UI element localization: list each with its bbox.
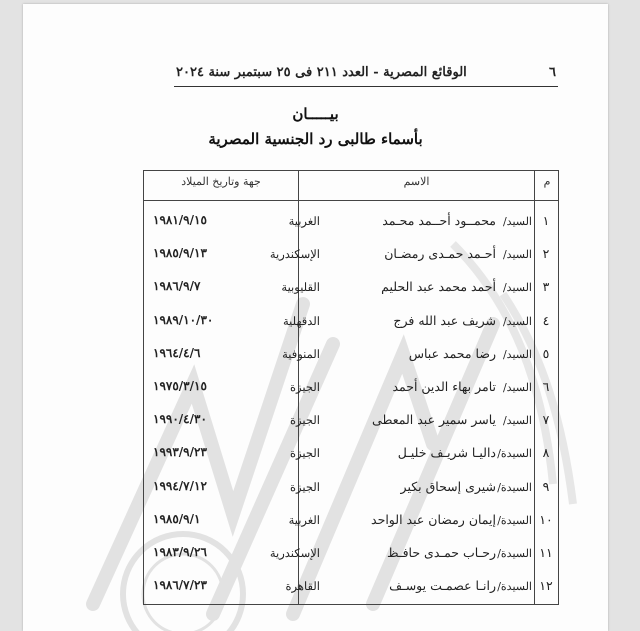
row-number: ٢ (542, 246, 550, 262)
row-governorate: الجيزة (290, 413, 320, 428)
row-number: ٨ (542, 445, 550, 461)
row-birth-date: ١٩٩٣/٩/٢٣ (153, 445, 207, 460)
row-birth-date: ١٩٨٦/٩/٧ (153, 279, 201, 294)
row-name: شيرى إسحاق بكير (400, 478, 496, 494)
row-name: رحـاب حمـدى حافـظ (387, 545, 496, 560)
page-header (174, 65, 556, 86)
table-row (144, 539, 558, 569)
table-row (144, 340, 558, 370)
row-number: ١٠ (539, 511, 553, 527)
column-header-name: الاسم (403, 175, 430, 188)
table-row (144, 307, 558, 337)
row-honorific: السيد/ (502, 215, 532, 228)
row-governorate: الإسكندرية (269, 546, 320, 560)
row-honorific: السيد/ (502, 414, 532, 428)
row-name: أحـمد حمـدى رمضـان (384, 246, 496, 262)
row-number: ٥ (542, 345, 550, 361)
header-row-divider (144, 200, 558, 201)
column-header-index: م (543, 175, 551, 188)
row-governorate: الجيزة (290, 380, 320, 394)
row-birth-date: ١٩٨٦/٧/٢٣ (153, 578, 207, 593)
row-birth-date: ١٩٩٠/٤/٣٠ (153, 412, 207, 427)
table-row (144, 240, 558, 270)
row-number: ٦ (542, 379, 550, 394)
row-birth-date: ١٩٦٤/٤/٦ (153, 345, 201, 360)
row-governorate: الجيزة (290, 446, 320, 461)
table-row (144, 473, 558, 503)
row-number: ١١ (539, 545, 553, 560)
row-name: داليـا شريـف خليـل (397, 445, 496, 461)
row-honorific: السيد/ (502, 381, 532, 394)
row-governorate: القليوبية (281, 280, 320, 295)
gazette-title: الوقائع المصرية - العدد ٢١١ فى ٢٥ سبتمبر سنة ٢٠٢٤ (176, 65, 467, 80)
row-governorate: القاهرة (285, 579, 320, 594)
table-row (144, 406, 558, 436)
row-honorific: السيد/ (502, 248, 532, 262)
row-honorific: السيد/ (502, 281, 532, 295)
row-honorific: السيدة/ (497, 480, 532, 494)
table-row (144, 207, 558, 237)
row-honorific: السيد/ (502, 347, 532, 361)
row-birth-date: ١٩٨٥/٩/١ (153, 511, 201, 526)
document-heading: بيـــــان (292, 105, 339, 123)
row-number: ٣ (542, 279, 550, 295)
row-birth-date: ١٩٨١/٩/١٥ (153, 213, 207, 227)
row-governorate: الغربية (288, 214, 320, 228)
header-divider (174, 86, 558, 87)
row-name: ياسر سمير عبد المعطى (372, 412, 496, 428)
row-name: شريف عبد الله فرج (393, 312, 496, 328)
applicants-table (143, 170, 559, 605)
row-honorific: السيدة/ (497, 547, 532, 560)
table-row (144, 373, 558, 403)
row-number: ١ (542, 213, 550, 228)
row-birth-date: ١٩٨٩/١٠/٣٠ (153, 312, 214, 327)
row-honorific: السيدة/ (497, 580, 532, 594)
table-row (144, 506, 558, 536)
table-row (144, 439, 558, 469)
row-name: أحمد محمد عبد الحليم (381, 279, 496, 295)
row-number: ٧ (542, 412, 550, 428)
row-honorific: السيد/ (502, 314, 532, 328)
document-subheading: بأسماء طالبى رد الجنسية المصرية (208, 130, 423, 148)
row-governorate: الدقهلية (283, 313, 320, 328)
row-birth-date: ١٩٩٤/٧/١٢ (153, 478, 207, 493)
column-header-birth: جهة وتاريخ الميلاد (181, 175, 261, 188)
table-row (144, 273, 558, 303)
row-number: ٩ (542, 478, 550, 494)
row-birth-date: ١٩٧٥/٣/١٥ (153, 379, 207, 393)
row-governorate: الجيزة (290, 479, 320, 494)
row-name: إيمان رمضان عبد الواحد (371, 511, 496, 527)
row-birth-date: ١٩٨٥/٩/١٣ (153, 246, 207, 261)
row-governorate: الغربية (288, 512, 320, 527)
page-number: ٦ (549, 65, 556, 80)
document-page (23, 4, 608, 631)
row-birth-date: ١٩٨٣/٩/٢٦ (153, 545, 207, 559)
row-governorate: الإسكندرية (269, 247, 320, 262)
table-row (144, 572, 558, 602)
row-number: ٤ (542, 312, 550, 328)
row-number: ١٢ (539, 578, 553, 594)
row-name: محمــود أحــمد محـمد (382, 213, 496, 228)
row-name: تامر بهاء الدين أحمد (392, 379, 496, 394)
row-honorific: السيدة/ (497, 447, 532, 461)
row-honorific: السيدة/ (497, 513, 532, 527)
row-name: رانـا عصمـت يوسـف (389, 578, 496, 594)
row-name: رضا محمد عباس (408, 345, 496, 361)
row-governorate: المنوفية (282, 346, 320, 361)
